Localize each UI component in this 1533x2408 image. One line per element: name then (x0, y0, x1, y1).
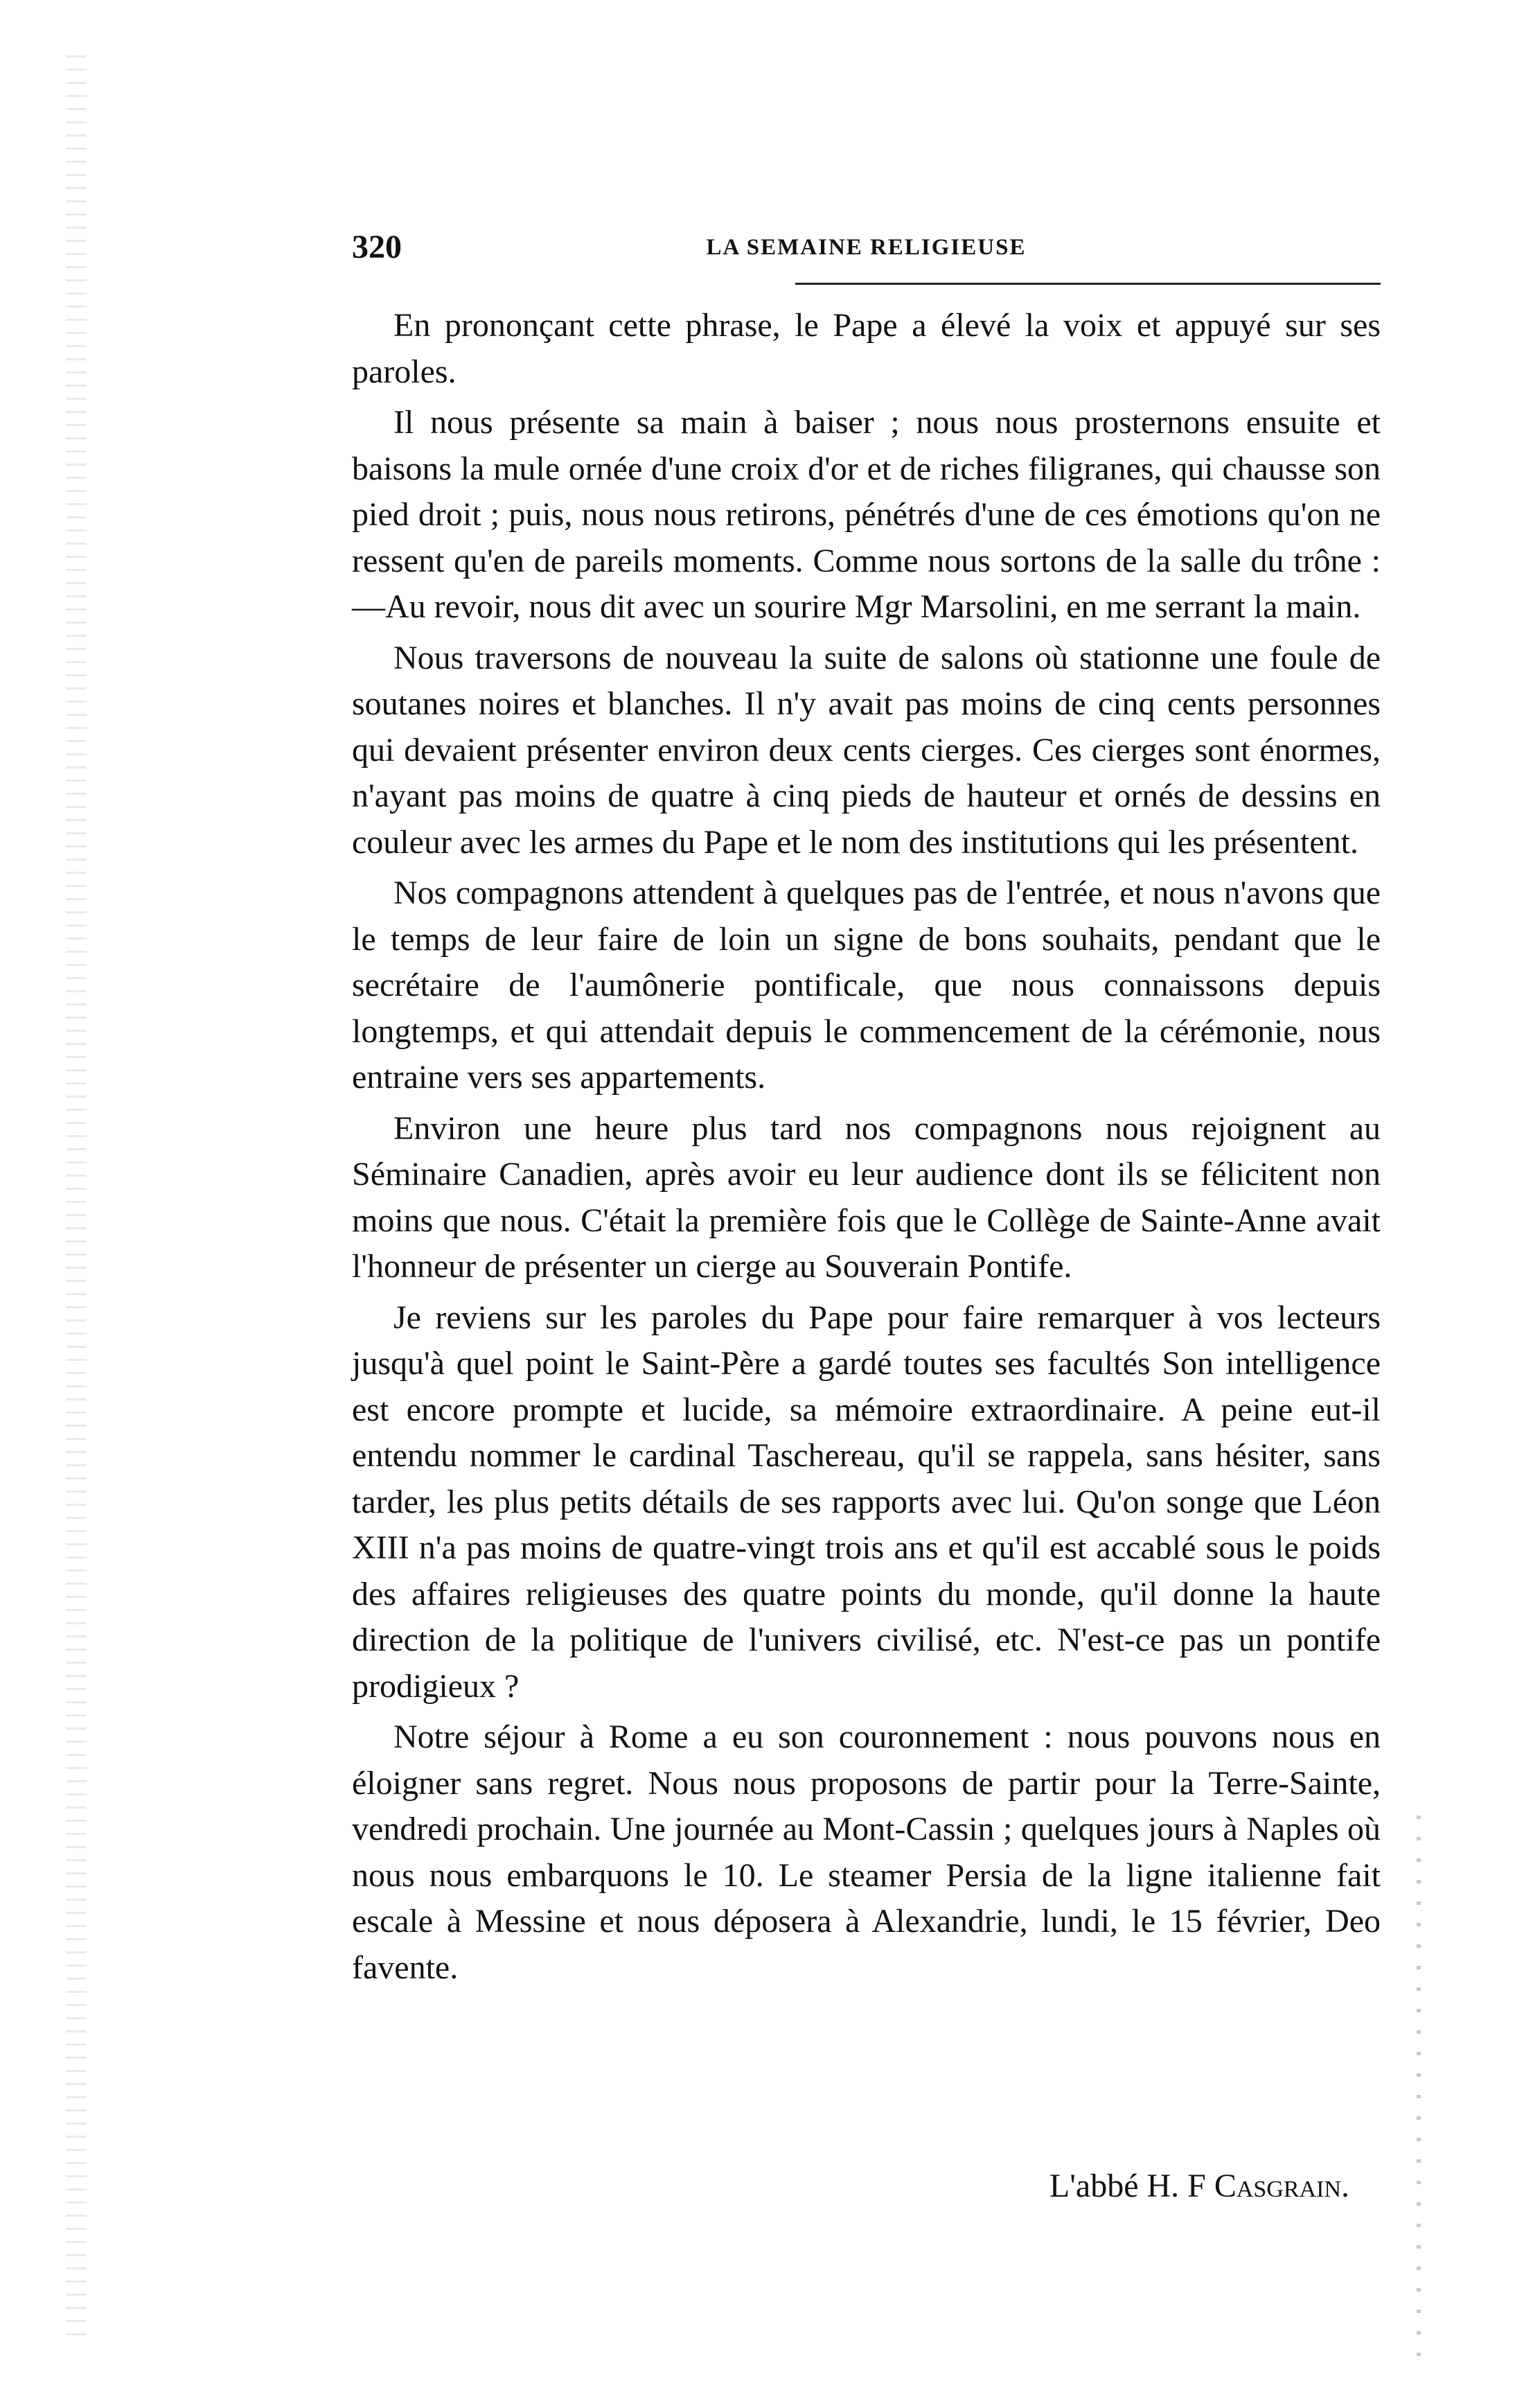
body-text (352, 303, 1381, 1996)
paragraph: Je reviens sur les paroles du Pape pour faire remarquer à vos lecteurs jusqu'à quel point le Saint-Père a gardé toutes ses facultés Son intelligence est encore prompte et lucide, sa mémoire extraordinaire. A peine eut-il entendu nommer le cardinal Taschereau, qu'il se rappela, sans hésiter, sans tarder, les plus petits détails de ses rapports avec lui. Qu'on songe que Léon XIII n'a pas moins de quatre-vingt trois ans et qu'il est accablé sous le poids des affaires religieuses des quatre points du monde, qu'il donne la haute direction de la politique de l'univers civilisé, etc. N'est-ce pas un pontife prodigieux ? (352, 1299, 1381, 1705)
author-signature (352, 2162, 1349, 2211)
paragraph: Environ une heure plus tard nos compagnons nous rejoignent au Séminaire Canadien, après avoir eu leur audience dont ils se félicitent non moins que nous. C'était la première fois que le Collège de Sainte-Anne avait l'honneur de présenter un cierge au Souverain Pontife. (352, 1109, 1381, 1285)
header-rule (795, 283, 1381, 285)
scan-right-edge-noise (1417, 1816, 1421, 2370)
paragraph: Notre séjour à Rome a eu son couronnement : nous pouvons nous en éloigner sans regret. Nous nous proposons de partir pour la Terre-Sainte, vendredi prochain. Une journée au Mont-Cassin ; quelques jours à Naples où nous nous embarquons le 10. Le steamer Persia de la ligne italienne fait escale à Messine et nous déposera à Alexandrie, lundi, le 15 février, Deo favente. (352, 1719, 1381, 1986)
scan-left-edge-noise (66, 55, 87, 2342)
paragraph: Nous traversons de nouveau la suite de salons où stationne une foule de soutanes noires et blanches. Il n'y avait pas moins de cinq cents personnes qui devaient présenter environ deux cents cierges. Ces cierges sont énormes, n'ayant pas moins de quatre à cinq pieds de hauteur et ornés de dessins en couleur avec les armes du Pape et le nom des institutions qui les présentent. (352, 639, 1381, 861)
page-number: 320 (352, 229, 402, 265)
paragraph: Il nous présente sa main à baiser ; nous nous prosternons ensuite et baisons la mule ornée d'une croix d'or et de riches filigranes, qui chausse son pied droit ; puis, nous nous retirons, pénétrés d'une de ces émotions qu'on ne ressent qu'en de pareils moments. Comme nous sortons de la salle du trône :—Au revoir, nous dit avec un sourire Mgr Marsolini, en me serrant la main. (352, 404, 1381, 625)
running-title: LA SEMAINE RELIGIEUSE (706, 235, 1027, 260)
signature-name: Casgrain. (1214, 2168, 1349, 2204)
page-header (352, 223, 1381, 272)
paragraph: Nos compagnons attendent à quelques pas de l'entrée, et nous n'avons que le temps de leur faire de loin un signe de bons souhaits, pendant que le secrétaire de l'aumônerie pontificale, que nous connaissons depuis longtemps, et qui attendait depuis le commencement de la cérémonie, nous entraine vers ses appartements. (352, 875, 1381, 1096)
signature-prefix: L'abbé H. F (1049, 2168, 1214, 2204)
paragraph: En prononçant cette phrase, le Pape a élevé la voix et appuyé sur ses paroles. (352, 307, 1381, 390)
